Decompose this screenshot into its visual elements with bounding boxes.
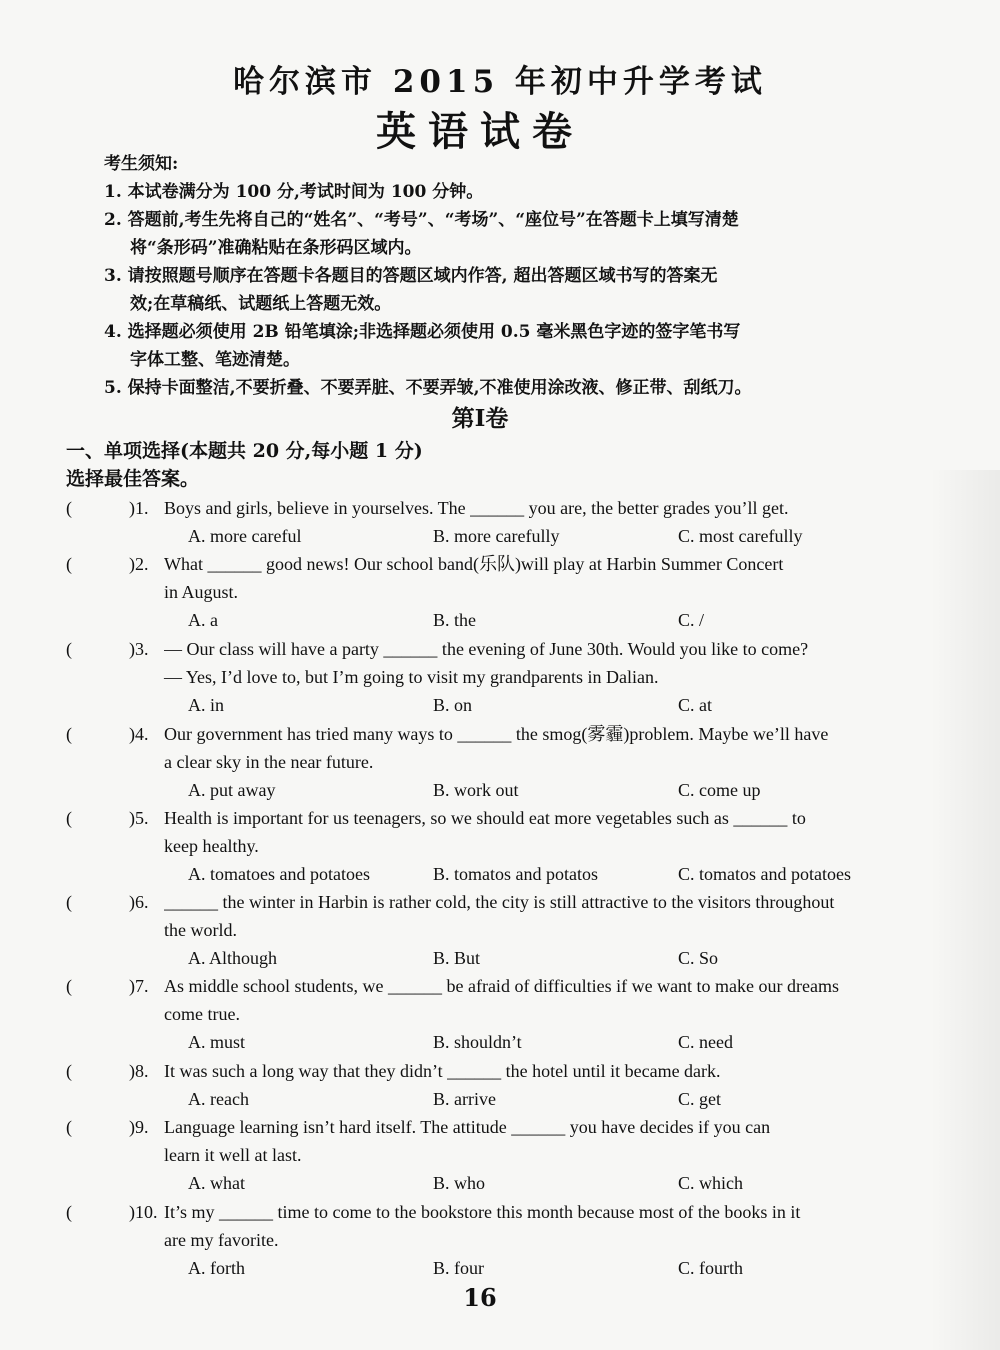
option-a: A. forth	[188, 1258, 245, 1278]
exam-subtitle: 英语试卷	[376, 108, 584, 155]
question-stem-continued: a clear sky in the near future.	[164, 752, 374, 772]
question-stem-continued: the world.	[164, 920, 237, 940]
option-c: C. come up	[678, 780, 761, 800]
question-stem-continued: — Yes, I’d love to, but I’m going to visit my grandparents in Dalian.	[164, 667, 659, 687]
question-number: )4.	[129, 724, 149, 744]
candidate-notice	[104, 150, 894, 402]
answer-paren[interactable]: (	[66, 554, 72, 574]
option-b: B. the	[433, 610, 476, 630]
question-stem: — Our class will have a party ______ the evening of June 30th. Would you like to come?	[164, 639, 809, 659]
notice-line: 5. 保持卡面整洁,不要折叠、不要弄脏、不要弄皱,不准使用涂改液、修正带、刮纸刀。	[104, 378, 752, 398]
question-6	[66, 888, 896, 972]
question-9	[66, 1113, 896, 1197]
option-c: C. need	[678, 1032, 733, 1052]
question-stem: It was such a long way that they didn’t ______ the hotel until it became dark.	[164, 1061, 721, 1081]
option-a: A. in	[188, 695, 224, 715]
question-number: )5.	[129, 808, 149, 828]
option-c: C. So	[678, 948, 719, 968]
option-b: B. tomatos and potatos	[433, 864, 598, 884]
option-b: B. on	[433, 695, 473, 715]
option-c: C. which	[678, 1173, 743, 1193]
answer-paren[interactable]: (	[66, 498, 72, 518]
answer-paren[interactable]: (	[66, 808, 72, 828]
section-instruction: 选择最佳答案。	[66, 468, 200, 490]
exam-title: 哈尔滨市 2015 年初中升学考试	[233, 64, 767, 100]
question-number: )7.	[129, 976, 149, 996]
option-c: C. most carefully	[678, 526, 803, 546]
notice-line: 3. 请按照题号顺序在答题卡各题目的答题区域内作答, 超出答题区域书写的答案无	[104, 266, 718, 286]
question-stem-continued: in August.	[164, 582, 239, 602]
answer-paren[interactable]: (	[66, 1061, 72, 1081]
question-3	[66, 635, 896, 719]
notice-line: 1. 本试卷满分为 100 分,考试时间为 100 分钟。	[104, 182, 484, 202]
option-a: A. a	[188, 610, 218, 630]
notice-line: 字体工整、笔迹清楚。	[130, 350, 300, 370]
option-b: B. shouldn’t	[433, 1032, 522, 1052]
option-b: B. more carefully	[433, 526, 560, 546]
question-stem-continued: come true.	[164, 1004, 240, 1024]
page-number: 16	[463, 1283, 497, 1312]
question-stem: Health is important for us teenagers, so we should eat more vegetables such as ______ to	[164, 808, 806, 828]
notice-heading: 考生须知:	[104, 154, 179, 174]
notice-line: 将“条形码”准确粘贴在条形码区域内。	[130, 238, 422, 258]
question-stem: It’s my ______ time to come to the bookstore this month because most of the books in it	[164, 1202, 801, 1222]
question-2	[66, 550, 896, 634]
option-c: C. tomatos and potatoes	[678, 864, 851, 884]
answer-paren[interactable]: (	[66, 892, 72, 912]
option-a: A. Although	[188, 948, 278, 968]
question-number: )8.	[129, 1061, 149, 1081]
question-number: )9.	[129, 1117, 149, 1137]
option-c: C. get	[678, 1089, 721, 1109]
option-a: A. what	[188, 1173, 245, 1193]
question-stem: Our government has tried many ways to ______ the smog(雾霾)problem. Maybe we’ll have	[164, 724, 829, 744]
question-number: )10.	[129, 1202, 158, 1222]
option-c: C. /	[678, 610, 705, 630]
question-8	[66, 1057, 896, 1113]
answer-paren[interactable]: (	[66, 724, 72, 744]
question-number: )3.	[129, 639, 149, 659]
option-a: A. put away	[188, 780, 276, 800]
question-stem: Boys and girls, believe in yourselves. The ______ you are, the better grades you’ll get.	[164, 498, 789, 518]
option-b: B. work out	[433, 780, 519, 800]
option-b: B. who	[433, 1173, 486, 1193]
option-a: A. must	[188, 1032, 246, 1052]
notice-line: 4. 选择题必须使用 2B 铅笔填涂;非选择题必须使用 0.5 毫米黑色字迹的签字笔书写	[104, 322, 741, 342]
question-4	[66, 720, 896, 804]
question-number: )2.	[129, 554, 149, 574]
option-c: C. at	[678, 695, 712, 715]
question-stem: What ______ good news! Our school band(乐队)will play at Harbin Summer Concert	[164, 554, 784, 574]
question-10	[66, 1198, 896, 1282]
option-a: A. more careful	[188, 526, 302, 546]
question-stem-continued: learn it well at last.	[164, 1145, 302, 1165]
question-5	[66, 804, 896, 888]
option-a: A. reach	[188, 1089, 249, 1109]
question-stem: As middle school students, we ______ be afraid of difficulties if we want to make our dreams	[164, 976, 840, 996]
question-number: )1.	[129, 498, 149, 518]
question-7	[66, 972, 896, 1056]
notice-line: 2. 答题前,考生先将自己的“姓名”、“考号”、“考场”、“座位号”在答题卡上填写清楚	[104, 210, 739, 230]
question-stem-continued: keep healthy.	[164, 836, 259, 856]
page-edge-shadow	[930, 470, 1000, 1350]
part-title: 第Ⅰ卷	[451, 405, 509, 432]
question-stem-continued: are my favorite.	[164, 1230, 279, 1250]
answer-paren[interactable]: (	[66, 639, 72, 659]
question-stem: Language learning isn’t hard itself. The attitude ______ you have decides if you can	[164, 1117, 771, 1137]
notice-line: 效;在草稿纸、试题纸上答题无效。	[130, 294, 392, 314]
option-a: A. tomatoes and potatoes	[188, 864, 370, 884]
option-b: B. four	[433, 1258, 484, 1278]
option-c: C. fourth	[678, 1258, 743, 1278]
section-title: 一、单项选择(本题共 20 分,每小题 1 分)	[66, 440, 423, 462]
answer-paren[interactable]: (	[66, 1202, 72, 1222]
question-1	[66, 494, 896, 550]
option-b: B. But	[433, 948, 481, 968]
answer-paren[interactable]: (	[66, 976, 72, 996]
option-b: B. arrive	[433, 1089, 496, 1109]
answer-paren[interactable]: (	[66, 1117, 72, 1137]
question-stem: ______ the winter in Harbin is rather cold, the city is still attractive to the visitors throughout	[164, 892, 835, 912]
question-number: )6.	[129, 892, 149, 912]
